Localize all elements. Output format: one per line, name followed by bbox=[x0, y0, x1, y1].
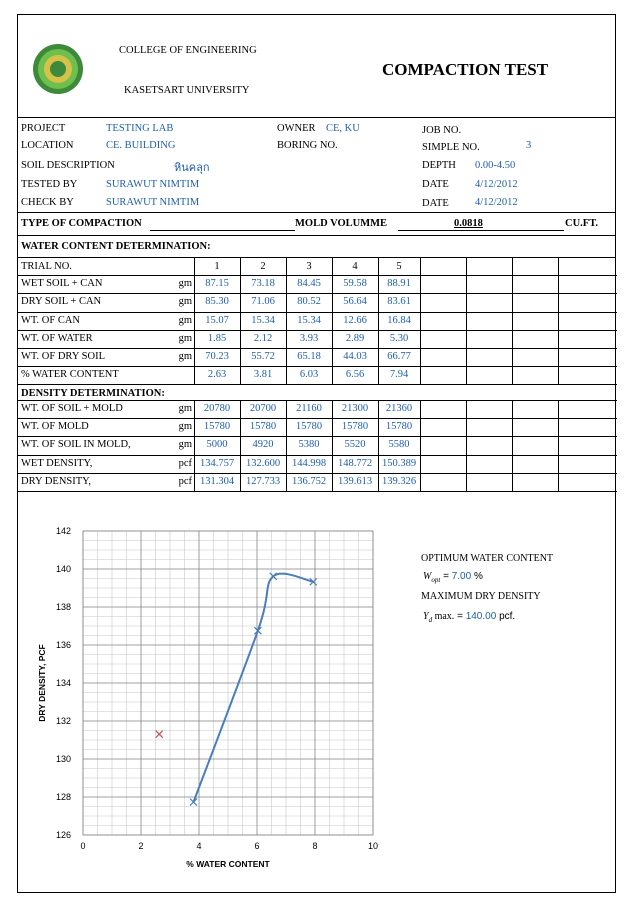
row-unit: gm bbox=[178, 278, 192, 290]
data-point-marker bbox=[156, 731, 163, 738]
table-cell: 20780 bbox=[203, 403, 231, 414]
table-cell: 150.389 bbox=[381, 457, 417, 469]
water-content-heading: WATER CONTENT DETERMINATION: bbox=[21, 241, 211, 252]
trial-number: 3 bbox=[306, 261, 312, 272]
boring-no-label: BORING NO. bbox=[277, 140, 338, 151]
y-tick-label: 142 bbox=[55, 526, 71, 536]
table-cell: 65.18 bbox=[297, 351, 321, 362]
date-label-2: DATE bbox=[422, 198, 449, 209]
trial-number: 5 bbox=[396, 261, 402, 272]
table-cell: 15780 bbox=[203, 421, 231, 433]
table-cell: 15780 bbox=[385, 421, 413, 433]
density-heading: DENSITY DETERMINATION: bbox=[21, 388, 165, 399]
x-tick-label: 8 bbox=[312, 841, 318, 851]
table-cell: 5000 bbox=[206, 439, 228, 451]
trial-number: 4 bbox=[352, 261, 358, 272]
project-label: PROJECT bbox=[21, 123, 66, 134]
owc-value: 7.00 bbox=[451, 571, 472, 582]
date-value-2: 4/12/2012 bbox=[475, 197, 518, 208]
owner-value: CE, KU bbox=[326, 123, 360, 134]
y-tick-label: 130 bbox=[55, 754, 71, 764]
grid-line bbox=[18, 275, 617, 276]
job-no-label: JOB NO. bbox=[422, 125, 462, 136]
soil-description-label: SOIL DESCRIPTION bbox=[21, 160, 115, 171]
optimum-water-content-formula bbox=[423, 571, 483, 584]
grid-line bbox=[18, 293, 617, 294]
grid-line bbox=[18, 366, 617, 367]
page-title: COMPACTION TEST bbox=[382, 60, 549, 79]
x-tick-label: 4 bbox=[196, 841, 202, 851]
table-cell: 20700 bbox=[249, 403, 277, 414]
table-cell: 87.15 bbox=[205, 278, 229, 290]
data-point-marker bbox=[270, 573, 277, 580]
row-label: WT. OF CAN bbox=[21, 314, 81, 326]
mold-volume-value: 0.0818 bbox=[454, 218, 483, 229]
row-unit: pcf bbox=[178, 457, 192, 469]
x-tick-label: 10 bbox=[367, 841, 379, 851]
table-cell: 21160 bbox=[296, 403, 322, 414]
y-tick-label: 126 bbox=[55, 830, 71, 840]
table-cell: 88.91 bbox=[387, 278, 411, 290]
grid-line bbox=[18, 384, 617, 385]
y-tick-label: 128 bbox=[55, 792, 71, 802]
trial-no-label: TRIAL NO. bbox=[21, 261, 72, 272]
table-cell: 71.06 bbox=[251, 296, 275, 308]
sample-no-value: 3 bbox=[526, 140, 532, 151]
table-cell: 15.07 bbox=[205, 314, 229, 326]
table-cell: 144.998 bbox=[291, 457, 327, 469]
row-label: WT. OF SOIL IN MOLD, bbox=[21, 439, 131, 451]
row-unit: gm bbox=[178, 351, 192, 362]
owner-label: OWNER bbox=[277, 123, 316, 134]
location-label: LOCATION bbox=[21, 140, 74, 151]
tested-by-label: TESTED BY bbox=[21, 179, 78, 190]
table-cell: 2.12 bbox=[253, 332, 273, 344]
row-label: WT. OF DRY SOIL bbox=[21, 351, 105, 362]
row-label: % WATER CONTENT bbox=[21, 369, 119, 381]
row-label: WET SOIL + CAN bbox=[21, 278, 103, 290]
grid-line bbox=[18, 418, 617, 419]
row-label: WT. OF MOLD bbox=[21, 421, 89, 433]
mold-volume-blank bbox=[398, 230, 564, 231]
location-value: CE. BUILDING bbox=[106, 140, 176, 151]
y-tick-label: 132 bbox=[55, 716, 71, 726]
table-cell: 12.66 bbox=[343, 314, 367, 326]
x-tick-label: 6 bbox=[254, 841, 260, 851]
table-cell: 5.30 bbox=[389, 332, 409, 344]
row-unit: gm bbox=[178, 421, 192, 433]
table-cell: 70.23 bbox=[205, 351, 229, 362]
grid-line bbox=[18, 473, 617, 474]
grid-line bbox=[558, 400, 559, 491]
mold-volume-label: MOLD VOLUMME bbox=[295, 218, 388, 229]
depth-value: 0.00-4.50 bbox=[475, 160, 516, 171]
table-cell: 15.34 bbox=[251, 314, 275, 326]
table-cell: 2.63 bbox=[207, 369, 227, 381]
table-cell: 55.72 bbox=[251, 351, 275, 362]
trial-number: 2 bbox=[260, 261, 266, 272]
grid-line bbox=[18, 436, 617, 437]
tested-by-value: SURAWUT NIMTIM bbox=[106, 179, 200, 190]
table-cell: 5380 bbox=[298, 439, 320, 451]
y-tick-label: 134 bbox=[55, 678, 71, 688]
date-label-1: DATE bbox=[422, 179, 449, 190]
table-cell: 3.93 bbox=[299, 332, 319, 344]
series-line bbox=[193, 574, 313, 802]
grid-line bbox=[18, 491, 617, 492]
y-tick-label: 136 bbox=[55, 640, 71, 650]
table-cell: 139.613 bbox=[337, 475, 373, 487]
grid-line bbox=[558, 257, 559, 384]
owc-symbol: $W_{opt}$ bbox=[423, 571, 441, 584]
table-cell: 44.03 bbox=[343, 351, 367, 362]
table-cell: 15780 bbox=[249, 421, 277, 433]
table-cell: 21360 bbox=[385, 403, 413, 414]
x-axis-title: % WATER CONTENT bbox=[186, 859, 270, 869]
grid-line bbox=[512, 257, 513, 384]
table-cell: 1.85 bbox=[207, 332, 227, 344]
owc-unit: % bbox=[473, 571, 483, 582]
sample-no-label: SIMPLE NO. bbox=[422, 142, 480, 153]
trial-number: 1 bbox=[214, 261, 220, 272]
project-value: TESTING LAB bbox=[106, 123, 174, 134]
table-cell: 56.64 bbox=[343, 296, 367, 308]
compaction-type-blank bbox=[150, 230, 295, 231]
table-cell: 7.94 bbox=[389, 369, 409, 381]
x-tick-label: 2 bbox=[138, 841, 144, 851]
row-label: WT. OF SOIL + MOLD bbox=[21, 403, 123, 414]
grid-line bbox=[466, 257, 467, 384]
table-cell: 21300 bbox=[341, 403, 369, 414]
check-by-value: SURAWUT NIMTIM bbox=[106, 197, 200, 208]
row-unit: gm bbox=[178, 314, 192, 326]
row-unit: gm bbox=[178, 332, 192, 344]
table-cell: 16.84 bbox=[387, 314, 411, 326]
soil-description-value: หินคลุก bbox=[174, 161, 210, 174]
college-name: COLLEGE OF ENGINEERING bbox=[119, 45, 257, 56]
optimum-water-content-label: OPTIMUM WATER CONTENT bbox=[421, 553, 554, 564]
row-label: DRY DENSITY, bbox=[21, 475, 92, 487]
maximum-dry-density-formula bbox=[423, 611, 515, 624]
row-label: WET DENSITY, bbox=[21, 457, 93, 469]
table-cell: 83.61 bbox=[387, 296, 411, 308]
table-cell: 3.81 bbox=[253, 369, 273, 381]
owc-equals: = bbox=[443, 571, 452, 582]
row-label: WT. OF WATER bbox=[21, 332, 93, 344]
table-cell: 84.45 bbox=[297, 278, 321, 290]
mdd-value: 140.00 bbox=[465, 611, 497, 622]
row-unit: gm bbox=[178, 439, 192, 451]
y-axis-title: DRY DENSITY, PCF bbox=[37, 644, 47, 722]
table-cell: 85.30 bbox=[205, 296, 229, 308]
table-cell: 2.89 bbox=[345, 332, 365, 344]
row-unit: gm bbox=[178, 296, 192, 308]
grid-line bbox=[18, 455, 617, 456]
table-cell: 131.304 bbox=[199, 475, 235, 487]
grid-line bbox=[18, 312, 617, 313]
table-cell: 15780 bbox=[295, 421, 323, 433]
mdd-equals: = bbox=[457, 611, 466, 622]
grid-line bbox=[18, 348, 617, 349]
mdd-symbol: $Y_d$ bbox=[423, 611, 433, 624]
table-cell: 127.733 bbox=[245, 475, 281, 487]
grid-line bbox=[420, 257, 421, 384]
date-value-1: 4/12/2012 bbox=[475, 179, 518, 190]
table-cell: 15780 bbox=[341, 421, 369, 433]
depth-label: DEPTH bbox=[422, 160, 456, 171]
table-cell: 6.56 bbox=[345, 369, 365, 381]
table-cell: 59.58 bbox=[343, 278, 367, 290]
row-unit: gm bbox=[178, 403, 192, 414]
table-cell: 5580 bbox=[388, 439, 410, 451]
compaction-test-sheet bbox=[17, 14, 616, 893]
table-cell: 5520 bbox=[344, 439, 366, 451]
table-cell: 136.752 bbox=[291, 475, 327, 487]
table-cell: 134.757 bbox=[199, 457, 235, 469]
table-cell: 15.34 bbox=[297, 314, 321, 326]
university-name: KASETSART UNIVERSITY bbox=[124, 85, 250, 96]
table-cell: 132.600 bbox=[245, 457, 281, 469]
row-unit: pcf bbox=[178, 475, 192, 487]
table-cell: 4920 bbox=[252, 439, 274, 451]
check-by-label: CHECK BY bbox=[21, 197, 74, 208]
table-cell: 73.18 bbox=[251, 278, 275, 290]
mdd-max: max. bbox=[432, 611, 455, 622]
compaction-type-label: TYPE OF COMPACTION bbox=[21, 218, 142, 229]
grid-line bbox=[466, 400, 467, 491]
grid-line bbox=[420, 400, 421, 491]
grid-line bbox=[18, 400, 617, 401]
table-cell: 139.326 bbox=[381, 475, 417, 487]
row-label: DRY SOIL + CAN bbox=[21, 296, 102, 308]
y-tick-label: 138 bbox=[55, 602, 71, 612]
y-tick-label: 140 bbox=[55, 564, 71, 574]
table-cell: 80.52 bbox=[297, 296, 321, 308]
university-logo bbox=[32, 43, 84, 95]
table-cell: 148.772 bbox=[337, 457, 373, 469]
table-cell: 66.77 bbox=[387, 351, 411, 362]
grid-line bbox=[512, 400, 513, 491]
mold-volume-unit: CU.FT. bbox=[565, 218, 599, 229]
maximum-dry-density-label: MAXIMUM DRY DENSITY bbox=[421, 591, 541, 602]
mdd-unit: pcf. bbox=[499, 611, 516, 622]
grid-line bbox=[18, 330, 617, 331]
table-cell: 6.03 bbox=[299, 369, 319, 381]
x-tick-label: 0 bbox=[80, 841, 86, 851]
